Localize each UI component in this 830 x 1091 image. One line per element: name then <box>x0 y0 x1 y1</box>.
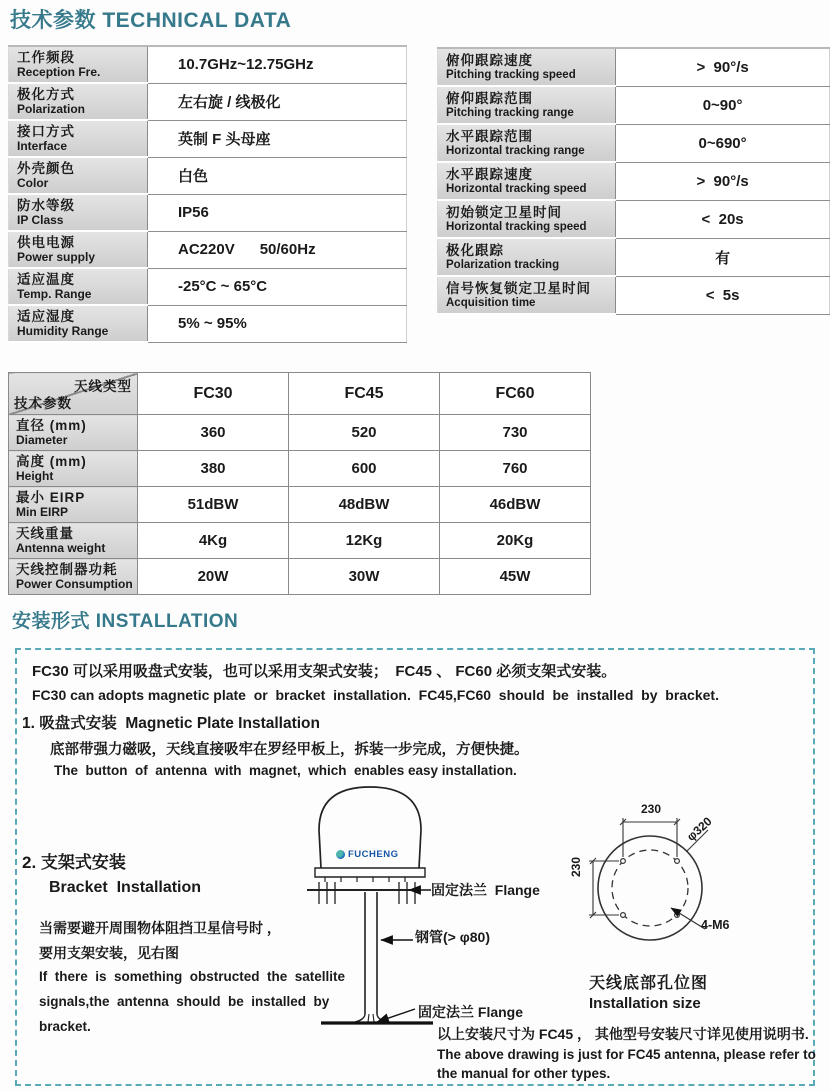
spec-row <box>9 194 407 231</box>
spec-label-zh: 水平跟踪范围 <box>446 128 533 144</box>
model-value: 20Kg <box>440 523 591 559</box>
spec-value: 白色 <box>148 157 407 194</box>
spec-value: -25°C ~ 65°C <box>148 268 407 305</box>
model-label-en: Min EIRP <box>16 505 69 519</box>
model-column-fc45: FC45 <box>289 373 440 415</box>
spec-label <box>9 305 148 342</box>
spec-label <box>438 200 616 238</box>
model-row <box>9 523 591 559</box>
bracket-install-heading-zh: 2. 支架式安装 <box>22 853 126 872</box>
spec-label <box>9 268 148 305</box>
installation-intro-zh: FC30 可以采用吸盘式安装，也可以采用支架式安装； FC45 、 FC60 必须支架式安装。 <box>32 663 617 680</box>
dimension-top-label: 230 <box>640 802 662 816</box>
spec-label-zh: 水平跟踪速度 <box>446 166 533 182</box>
model-label-zh: 最小 EIRP <box>16 489 86 505</box>
model-row-label <box>9 415 138 451</box>
spec-label-zh: 接口方式 <box>17 123 75 139</box>
model-value: 760 <box>440 451 591 487</box>
spec-label-en: Horizontal tracking speed <box>446 220 587 233</box>
spec-label <box>9 120 148 157</box>
bracket-desc-zh-line1: 当需要避开周围物体阻挡卫星信号时 ， <box>39 920 281 936</box>
spec-label-en: Temp. Range <box>17 287 92 301</box>
spec-label-zh: 俯仰跟踪范围 <box>446 90 533 106</box>
spec-row <box>9 157 407 194</box>
model-row-label <box>9 523 138 559</box>
dimension-left-label: 230 <box>569 856 584 878</box>
spec-value: AC220V 50/60Hz <box>148 231 407 268</box>
spec-value: < 5s <box>616 276 830 314</box>
spec-row <box>9 83 407 120</box>
spec-label-en: Polarization <box>17 102 86 116</box>
general-spec-table <box>8 45 407 343</box>
spec-label <box>438 48 616 86</box>
spec-row <box>9 305 407 342</box>
spec-row <box>438 124 830 162</box>
model-value: 600 <box>289 451 440 487</box>
spec-label-en: IP Class <box>17 213 64 227</box>
spec-label <box>9 46 148 83</box>
bracket-desc-en-line3: bracket. <box>39 1019 91 1034</box>
model-value: 48dBW <box>289 487 440 523</box>
spec-row <box>438 238 830 276</box>
magnetic-install-desc-zh: 底部带强力磁吸，天线直接吸牢在罗经甲板上，拆装一步完成，方便快捷。 <box>50 742 529 758</box>
magnetic-install-desc-en: The button of antenna with magnet, which enables easy installation. <box>54 763 517 778</box>
bracket-desc-zh-line2: 要用支架安装，见右图 <box>39 945 179 961</box>
spec-value: 有 <box>616 238 830 276</box>
spec-label-en: Interface <box>17 139 68 153</box>
model-label-en: Diameter <box>16 433 68 447</box>
spec-label-en: Pitching tracking range <box>446 106 574 119</box>
spec-value: 左右旋 / 线极化 <box>148 83 407 120</box>
model-row-label <box>9 487 138 523</box>
spec-label-en: Color <box>17 176 49 190</box>
spec-label-zh: 防水等级 <box>17 197 75 213</box>
model-label-en: Power Consumption <box>16 577 133 591</box>
model-value: 45W <box>440 559 591 595</box>
spec-value: 0~90° <box>616 86 830 124</box>
flange-top-label: 固定法兰 Flange <box>431 882 540 898</box>
diagonal-corner-cell <box>9 373 138 415</box>
installation-intro-en: FC30 can adopts magnetic plate or bracket installation. FC45,FC60 should be installed by bracket. <box>32 687 719 703</box>
spec-value: 10.7GHz~12.75GHz <box>148 46 407 83</box>
spec-row <box>438 276 830 314</box>
model-label-en: Height <box>16 469 54 483</box>
brand-logo <box>336 849 398 860</box>
spec-label-zh: 信号恢复锁定卫星时间 <box>446 280 591 296</box>
model-value: 360 <box>138 415 289 451</box>
model-row-label <box>9 559 138 595</box>
model-value: 520 <box>289 415 440 451</box>
mounting-holes-label: 4-M6 <box>701 918 730 932</box>
page-title: 技术参数 TECHNICAL DATA <box>10 9 292 32</box>
spec-row <box>438 200 830 238</box>
spec-row <box>438 162 830 200</box>
spec-row <box>9 231 407 268</box>
spec-label <box>438 276 616 314</box>
spec-label <box>9 231 148 268</box>
spec-row <box>9 46 407 83</box>
model-column-fc30: FC30 <box>138 373 289 415</box>
spec-label-zh: 适应湿度 <box>17 308 75 324</box>
spec-label <box>9 157 148 194</box>
bracket-desc-en-line1: If there is something obstructed the satellite <box>39 969 346 984</box>
model-value: 730 <box>440 415 591 451</box>
spec-row <box>9 268 407 305</box>
spec-label <box>9 83 148 120</box>
bracket-installation-drawing <box>281 778 501 1038</box>
flange-bottom-label: 固定法兰 Flange <box>418 1004 524 1020</box>
spec-label-en: Power supply <box>17 250 96 264</box>
spec-label-en: Acquisition time <box>446 296 536 309</box>
installation-section-title: 安装形式 INSTALLATION <box>12 611 239 632</box>
spec-value: IP56 <box>148 194 407 231</box>
model-label-zh: 天线控制器功耗 <box>16 561 118 577</box>
spec-label-zh: 俯仰跟踪速度 <box>446 52 533 68</box>
spec-value: > 90°/s <box>616 162 830 200</box>
spec-value: 5% ~ 95% <box>148 305 407 342</box>
model-value: 20W <box>138 559 289 595</box>
size-note-zh: 以上安装尺寸为 FC45 ， 其他型号安装尺寸详见使用说明书. <box>437 1026 809 1042</box>
dimension-diameter-label: φ320 <box>683 814 715 844</box>
magnetic-install-heading: 1. 吸盘式安装 Magnetic Plate Installation <box>22 715 320 732</box>
spec-label <box>438 162 616 200</box>
spec-value: < 20s <box>616 200 830 238</box>
model-value: 46dBW <box>440 487 591 523</box>
bracket-install-heading-en: Bracket Installation <box>49 879 202 896</box>
model-row-label <box>9 451 138 487</box>
spec-row <box>438 48 830 86</box>
spec-label-en: Horizontal tracking range <box>446 144 585 157</box>
size-note-en-line2: the manual for other types. <box>437 1066 611 1081</box>
spec-label <box>438 86 616 124</box>
spec-label-en: Polarization tracking <box>446 258 560 271</box>
spec-label-zh: 适应温度 <box>17 271 75 287</box>
hole-diagram-caption-zh: 天线底部孔位图 <box>589 975 709 992</box>
model-label-zh: 天线重量 <box>16 525 74 541</box>
spec-label-en: Reception Fre. <box>17 65 101 79</box>
brand-logo-text: FUCHENG <box>348 849 399 860</box>
model-column-fc60: FC60 <box>440 373 591 415</box>
model-row <box>9 487 591 523</box>
model-value: 30W <box>289 559 440 595</box>
spec-value: 0~690° <box>616 124 830 162</box>
spec-label-zh: 外壳颜色 <box>17 160 75 176</box>
model-label-zh: 高度 (mm) <box>16 453 87 469</box>
model-value: 4Kg <box>138 523 289 559</box>
hole-diagram-caption-en: Installation size <box>589 995 701 1012</box>
spec-label-zh: 工作频段 <box>17 49 75 65</box>
spec-row <box>438 86 830 124</box>
model-value: 51dBW <box>138 487 289 523</box>
spec-label-zh: 供电电源 <box>17 234 75 250</box>
corner-antenna-type: 天线类型 <box>74 379 132 394</box>
antenna-model-table <box>8 372 591 595</box>
spec-label-zh: 极化方式 <box>17 86 75 102</box>
spec-label-zh: 极化跟踪 <box>446 242 504 258</box>
model-value: 380 <box>138 451 289 487</box>
globe-logo-icon <box>336 850 345 859</box>
model-label-en: Antenna weight <box>16 541 106 555</box>
spec-label-en: Horizontal tracking speed <box>446 182 587 195</box>
model-header-row <box>9 373 591 415</box>
model-row <box>9 559 591 595</box>
steel-pipe-label: 钢管(> φ80) <box>415 929 490 945</box>
tracking-spec-table <box>437 47 830 315</box>
spec-label-en: Humidity Range <box>17 324 109 338</box>
spec-label <box>438 124 616 162</box>
bracket-desc-en-line2: signals,the antenna should be installed by <box>39 994 330 1009</box>
spec-label <box>438 238 616 276</box>
model-label-zh: 直径 (mm) <box>16 417 87 433</box>
model-row <box>9 451 591 487</box>
spec-label-zh: 初始锁定卫星时间 <box>446 204 562 220</box>
spec-value: 英制 F 头母座 <box>148 120 407 157</box>
model-value: 12Kg <box>289 523 440 559</box>
spec-label <box>9 194 148 231</box>
spec-label-en: Pitching tracking speed <box>446 68 576 81</box>
spec-row <box>9 120 407 157</box>
size-note-en-line1: The above drawing is just for FC45 antenna, please refer to <box>437 1047 816 1062</box>
spec-value: > 90°/s <box>616 48 830 86</box>
model-row <box>9 415 591 451</box>
installation-box <box>15 648 815 1086</box>
corner-tech-param: 技术参数 <box>14 396 72 411</box>
